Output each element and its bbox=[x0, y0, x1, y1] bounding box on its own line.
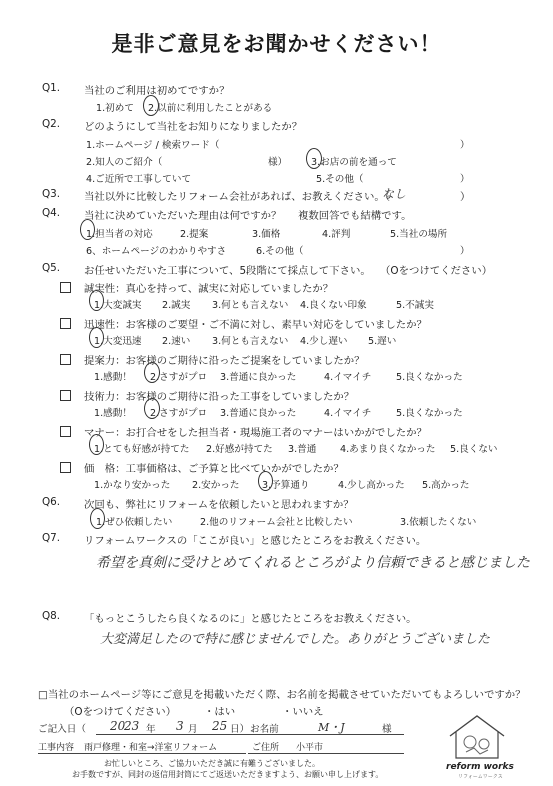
date-year: 23 bbox=[124, 719, 140, 733]
q1-answer-circle bbox=[143, 95, 159, 116]
q5-item-1-option-5[interactable]: 5.不誠実 bbox=[396, 300, 434, 311]
q5-item-6-question: 価 格：工事価格は、ご予算と比べていかがでしたか？ bbox=[84, 463, 344, 475]
q2-option-3[interactable]: 3.お店の前を通って bbox=[311, 157, 397, 168]
date-year-suffix: 年 bbox=[146, 724, 156, 735]
q5-item-2-option-1[interactable]: 1.大変迅速 bbox=[94, 336, 142, 347]
q4-option-4[interactable]: 4.評判 bbox=[322, 229, 351, 240]
q4-option-3[interactable]: 3.価格 bbox=[252, 229, 281, 240]
logo-subtext: リフォームワークス bbox=[458, 774, 503, 780]
q5-item-5-option-3[interactable]: 3.普通 bbox=[288, 444, 317, 455]
q7-question: リフォームワークスの「ここが良い」と感じたところをお教えください。 bbox=[84, 535, 427, 547]
q5-item-3-checkbox[interactable] bbox=[60, 354, 71, 365]
logo-text: reform works bbox=[446, 762, 514, 772]
q5-note: （Oをつけてください） bbox=[380, 265, 493, 277]
q8-handwritten-answer: 大変満足したので特に感じませんでした。ありがとうございました bbox=[100, 632, 491, 647]
name-value: M・J bbox=[318, 721, 345, 734]
q3-handwritten-answer: なし bbox=[382, 187, 407, 201]
q1-option-2[interactable]: 2.以前に利用したことがある bbox=[148, 103, 273, 114]
q8-number: Q8. bbox=[42, 610, 61, 622]
consent-no[interactable]: ・いいえ bbox=[282, 706, 324, 718]
q5-item-5-option-2[interactable]: 2.好感が持てた bbox=[206, 444, 273, 455]
consent-note: （Oをつけてください） bbox=[64, 706, 177, 718]
name-label: お名前 bbox=[250, 724, 279, 735]
q4-option-1[interactable]: 1.担当者の対応 bbox=[86, 229, 153, 240]
q5-item-2-option-4[interactable]: 4.少し遅い bbox=[300, 336, 348, 347]
date-era: 20 bbox=[110, 719, 126, 733]
q6-question: 次回も、弊社にリフォームを依頼したいと思われますか？ bbox=[84, 499, 354, 511]
q5-item-3-option-1[interactable]: 1.感動！ bbox=[94, 372, 132, 383]
consent-yes[interactable]: ・はい bbox=[204, 706, 236, 718]
work-underline bbox=[38, 753, 246, 754]
q4-option-5[interactable]: 5.当社の場所 bbox=[390, 229, 448, 240]
q2-answer-circle bbox=[306, 148, 322, 169]
q5-item-4-option-5[interactable]: 5.良くなかった bbox=[396, 408, 463, 419]
q5-item-4-question: 技術力：お客様のご期待に沿った工事をしていましたか？ bbox=[84, 391, 355, 403]
date-month-suffix: 月 bbox=[188, 724, 198, 735]
q5-item-2-option-2[interactable]: 2.速い bbox=[162, 336, 191, 347]
q5-item-2-option-3[interactable]: 3.何とも言えない bbox=[212, 336, 289, 347]
q7-handwritten-answer: 希望を真剣に受けとめてくれるところがより信頼できると感じました bbox=[96, 555, 530, 571]
q5-item-4-option-4[interactable]: 4.イマイチ bbox=[324, 408, 372, 419]
q5-item-3-answer-circle bbox=[144, 362, 160, 383]
q5-item-5-option-1[interactable]: 1.とても好感が持てた bbox=[94, 444, 190, 455]
address-underline bbox=[248, 753, 404, 754]
date-day: 25 bbox=[212, 719, 228, 733]
q5-item-1-option-4[interactable]: 4.良くない印象 bbox=[300, 300, 367, 311]
q2-option-2-suffix: 様） bbox=[268, 157, 288, 168]
q6-option-3[interactable]: 3.依頼したくない bbox=[400, 517, 477, 528]
q1-option-1[interactable]: 1.初めて bbox=[96, 103, 134, 114]
q5-item-4-option-1[interactable]: 1.感動！ bbox=[94, 408, 132, 419]
q5-item-4-answer-circle bbox=[144, 398, 160, 419]
q5-item-6-option-2[interactable]: 2.安かった bbox=[192, 480, 240, 491]
q5-number: Q5. bbox=[42, 262, 61, 274]
work-label: 工事内容 bbox=[38, 743, 75, 753]
q6-option-2[interactable]: 2.他のリフォーム会社と比較したい bbox=[200, 517, 353, 528]
q5-item-6-option-1[interactable]: 1.かなり安かった bbox=[94, 480, 171, 491]
date-label: ご記入日（ bbox=[38, 724, 86, 735]
q6-answer-circle bbox=[90, 508, 105, 529]
thanks-line-2: お手数ですが、同封の返信用封筒にてご返送いただきますよう、お願い申し上げます。 bbox=[72, 770, 384, 779]
q5-item-4-checkbox[interactable] bbox=[60, 390, 71, 401]
q4-number: Q4. bbox=[42, 207, 61, 219]
q5-question: お任せいただいた工事について、5段階にて採点して下さい。 bbox=[84, 265, 371, 277]
q8-question: 「もっとこうしたら良くなるのに」と感じたところをお教えください。 bbox=[84, 613, 417, 625]
date-day-suffix: 日） bbox=[230, 724, 250, 735]
q5-item-2-question: 迅速性：お客様のご要望・ご不満に対し、素早い対応をしていましたか？ bbox=[84, 319, 427, 331]
q5-item-3-question: 提案力：お客様のご期待に沿ったご提案をしていましたか？ bbox=[84, 355, 365, 367]
q7-number: Q7. bbox=[42, 532, 61, 544]
q5-item-4-option-3[interactable]: 3.普通に良かった bbox=[220, 408, 297, 419]
q5-item-2-option-5[interactable]: 5.遅い bbox=[368, 336, 397, 347]
thanks-line-1: お忙しいところ、ご協力いただき誠に有難うございました。 bbox=[104, 759, 320, 768]
q2-option-5-close: ） bbox=[460, 174, 470, 185]
q2-option-4[interactable]: 4.ご近所で工事していて bbox=[86, 174, 192, 185]
q4-option-6[interactable]: 6、ホームページのわかりやすさ bbox=[86, 246, 227, 257]
q2-number: Q2. bbox=[42, 118, 61, 130]
reform-works-logo-icon bbox=[446, 712, 508, 762]
q2-option-1-close: ） bbox=[460, 140, 470, 151]
q3-question: 当社以外に比較したリフォーム会社があれば、お教えください。（ bbox=[84, 191, 390, 203]
q2-question: どのようにして当社をお知りになりましたか？ bbox=[84, 121, 303, 133]
q5-item-2-checkbox[interactable] bbox=[60, 318, 71, 329]
q5-item-6-option-5[interactable]: 5.高かった bbox=[422, 480, 470, 491]
q2-option-2[interactable]: 2.知人のご紹介（ bbox=[86, 157, 163, 168]
q4-option-other[interactable]: 6.その他（ bbox=[256, 246, 304, 257]
q3-close: ） bbox=[460, 191, 471, 203]
q5-item-3-option-3[interactable]: 3.普通に良かった bbox=[220, 372, 297, 383]
q5-item-1-question: 誠実性：真心を持って、誠実に対応していましたか？ bbox=[84, 283, 334, 295]
q4-option-2[interactable]: 2.提案 bbox=[180, 229, 209, 240]
consent-question: □当社のホームページ等にご意見を掲載いただく際、お名前を掲載させていただいてもよろしいですか？ bbox=[38, 689, 526, 701]
q1-question: 当社のご利用は初めてですか？ bbox=[84, 85, 230, 97]
q5-item-5-checkbox[interactable] bbox=[60, 426, 71, 437]
q2-option-5[interactable]: 5.その他（ bbox=[316, 174, 364, 185]
page-title: 是非ご意見をお聞かせください！ bbox=[111, 32, 442, 56]
name-underline bbox=[248, 734, 404, 735]
q5-item-5-question: マナー：お打合せをした担当者・現場施工者のマナーはいかがでしたか？ bbox=[84, 427, 427, 439]
q6-option-1[interactable]: 1.ぜひ依頼したい bbox=[96, 517, 173, 528]
q5-item-6-option-4[interactable]: 4.少し高かった bbox=[338, 480, 405, 491]
q5-item-2-answer-circle bbox=[89, 327, 104, 348]
q5-item-3-option-4[interactable]: 4.イマイチ bbox=[324, 372, 372, 383]
q5-item-5-option-4[interactable]: 4.あまり良くなかった bbox=[340, 444, 436, 455]
q5-item-6-checkbox[interactable] bbox=[60, 462, 71, 473]
q4-question: 当社に決めていただいた理由は何ですか？ bbox=[84, 210, 282, 222]
q5-item-3-option-2[interactable]: 2.さすがプロ bbox=[150, 372, 208, 383]
address-label: ご住所 bbox=[252, 743, 280, 753]
q5-item-5-answer-circle bbox=[89, 434, 104, 455]
q4-option-other-close: ） bbox=[460, 246, 470, 257]
q5-item-1-option-1[interactable]: 1.大変誠実 bbox=[94, 300, 142, 311]
address-value: 小平市 bbox=[296, 743, 324, 753]
q1-number: Q1. bbox=[42, 82, 61, 94]
q3-number: Q3. bbox=[42, 188, 61, 200]
q2-option-1[interactable]: 1.ホームページ / 検索ワード（ bbox=[86, 140, 220, 151]
q5-item-6-option-3[interactable]: 3.予算通り bbox=[262, 480, 310, 491]
q4-note: 複数回答でも結構です。 bbox=[298, 210, 412, 222]
q6-number: Q6. bbox=[42, 496, 61, 508]
q5-item-6-answer-circle bbox=[258, 471, 273, 491]
q5-item-1-option-2[interactable]: 2.誠実 bbox=[162, 300, 191, 311]
q4-answer-circle bbox=[80, 219, 95, 240]
q5-item-1-answer-circle bbox=[89, 290, 104, 311]
q5-item-5-option-5[interactable]: 5.良くない bbox=[450, 444, 498, 455]
name-honorific: 様 bbox=[382, 724, 392, 735]
q5-item-3-option-5[interactable]: 5.良くなかった bbox=[396, 372, 463, 383]
q5-item-1-checkbox[interactable] bbox=[60, 282, 71, 293]
work-value: 雨戸修理・和室→洋室リフォーム bbox=[84, 743, 218, 753]
q5-item-1-option-3[interactable]: 3.何とも言えない bbox=[212, 300, 289, 311]
date-month: 3 bbox=[176, 719, 184, 733]
date-underline bbox=[96, 734, 248, 735]
q5-item-4-option-2[interactable]: 2.さすがプロ bbox=[150, 408, 208, 419]
